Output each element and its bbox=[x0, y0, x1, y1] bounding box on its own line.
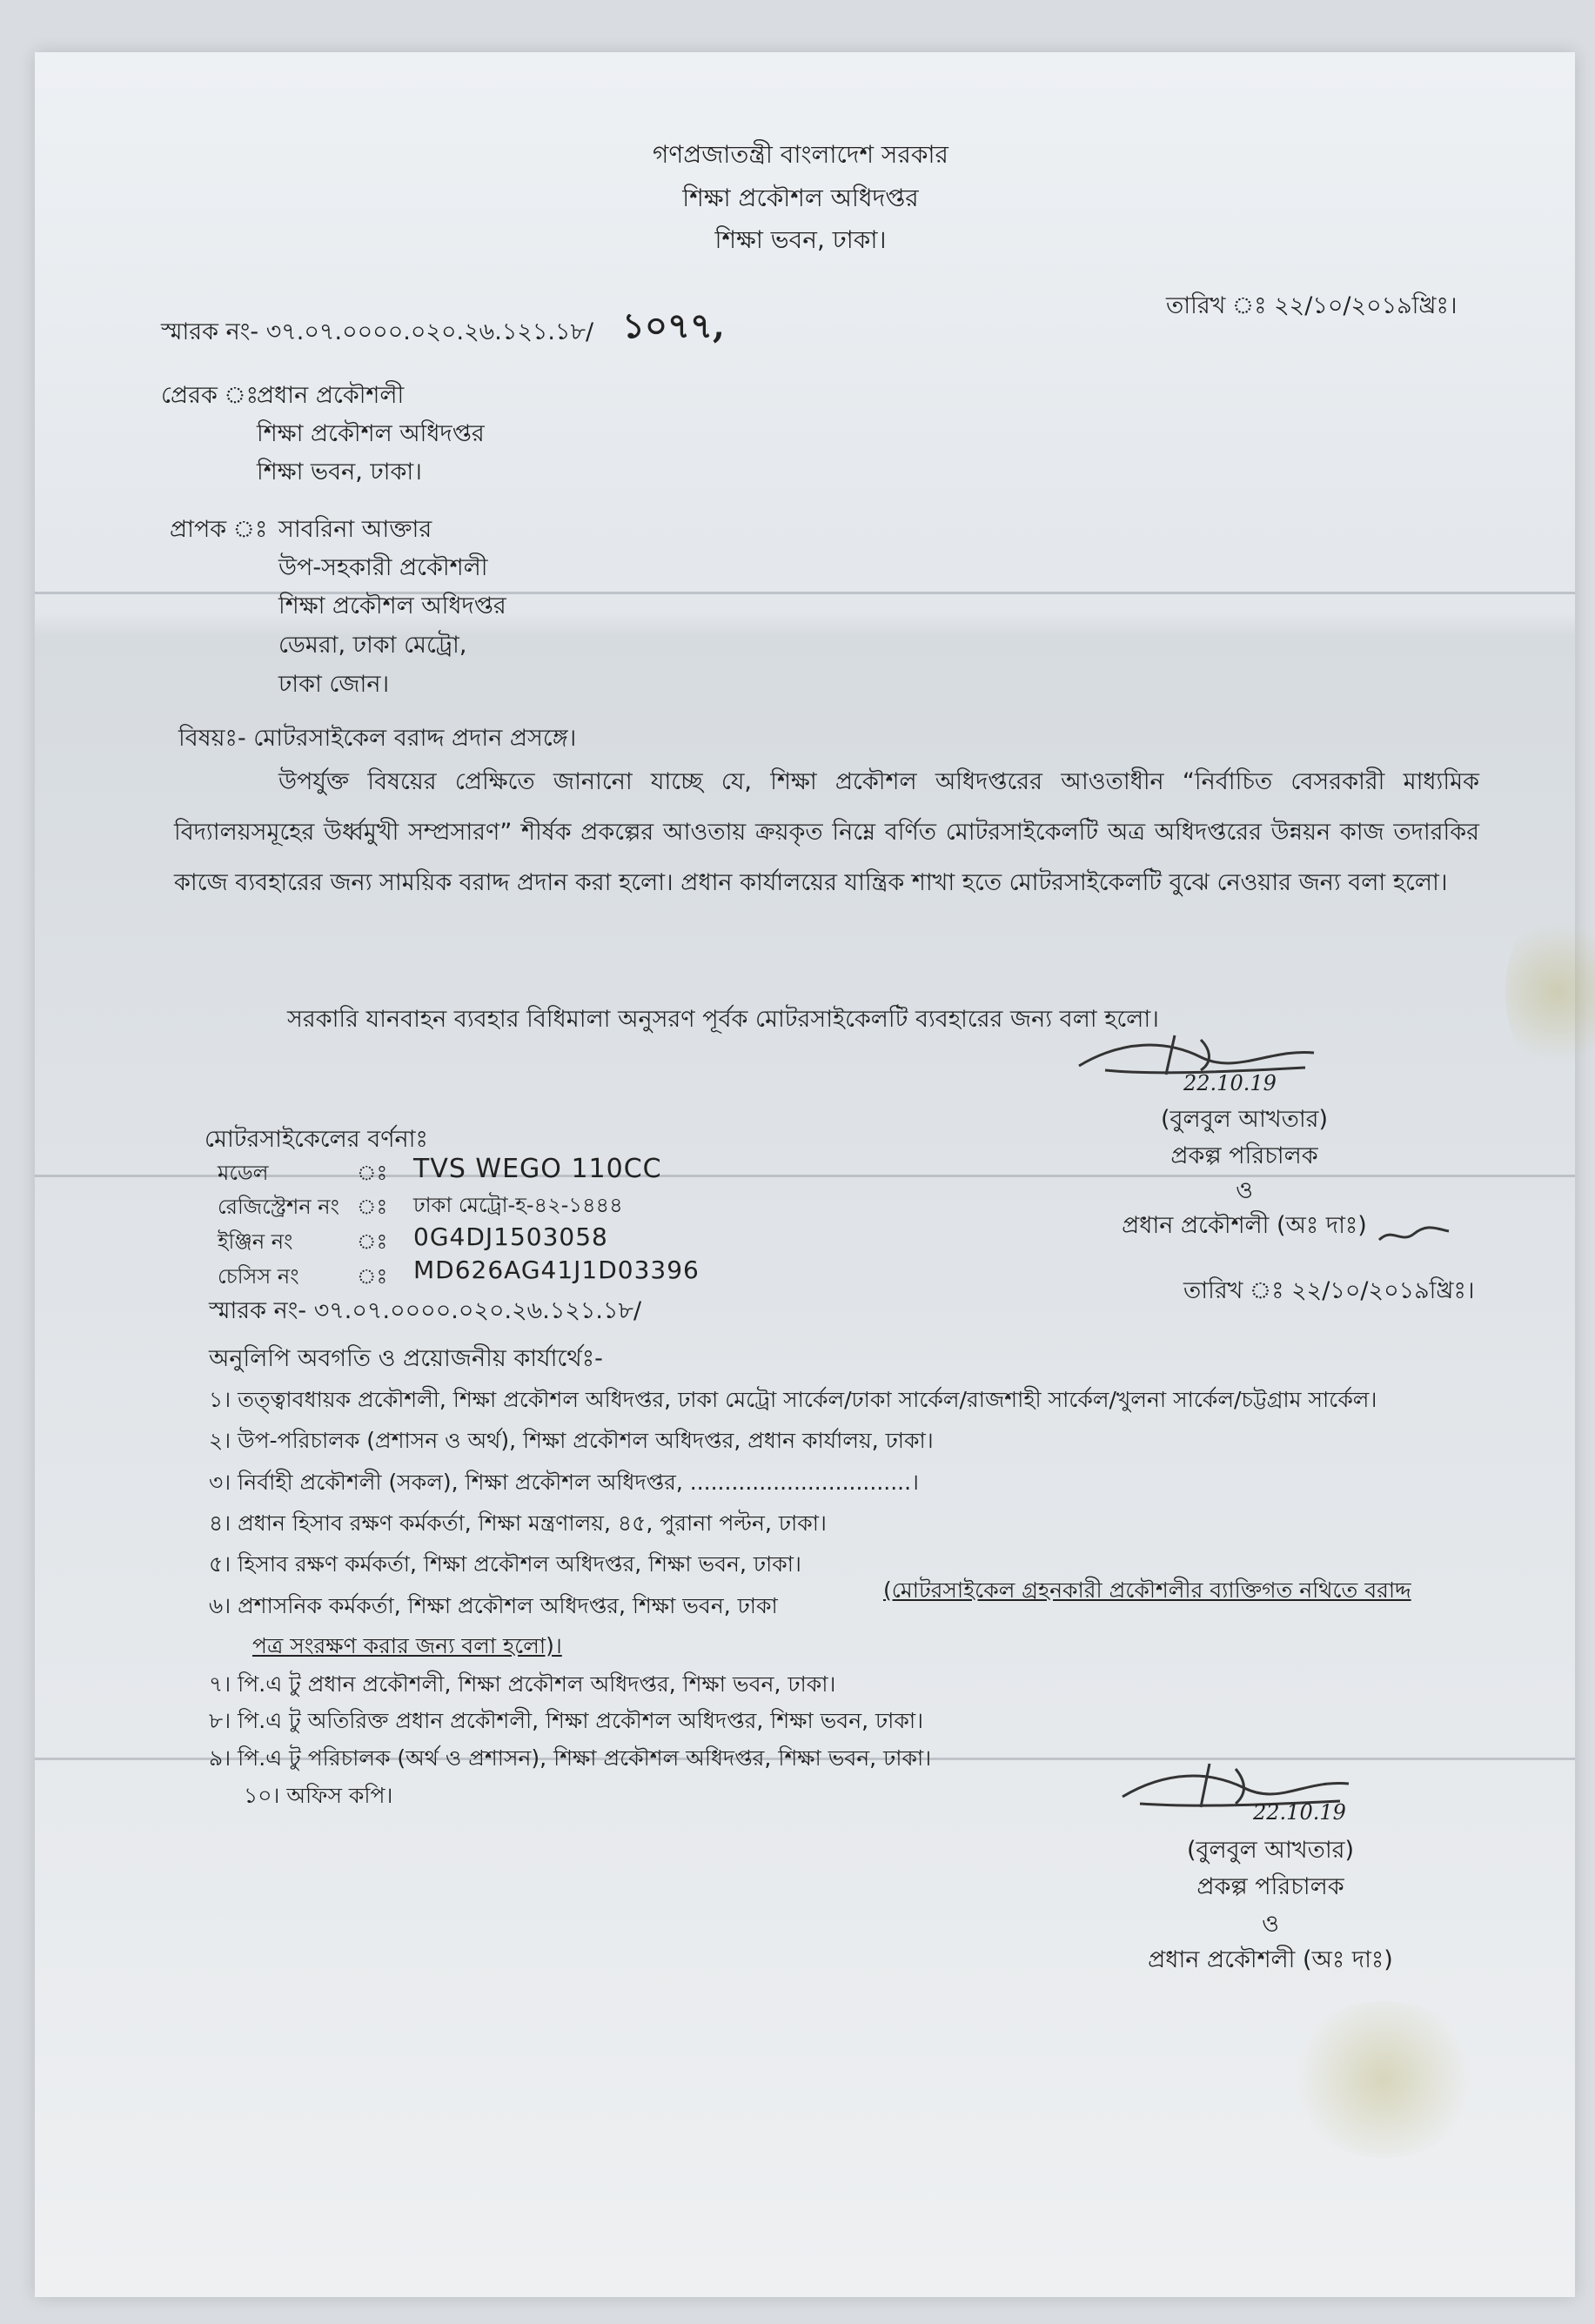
sender-label: প্রেরক ঃ bbox=[161, 382, 259, 409]
registration-value: ঢাকা মেট্রো-হ-৪২-১৪৪৪ bbox=[413, 1193, 623, 1217]
paper-fold bbox=[35, 592, 1575, 594]
signatory-name: (বুলবুল আখতার) bbox=[1186, 1837, 1355, 1864]
recipient-line: ঢাকা জোন। bbox=[278, 671, 390, 698]
copy-item: ১। তত্ত্বাবধায়ক প্রকৌশলী, শিক্ষা প্রকৌশল অধিদপ্তর, ঢাকা মেট্রো সার্কেল/ঢাকা সার্কেল/রাজশাহী সার্কেল/খুলনা সার্কেল/চট্টগ্রাম সার্কেল। bbox=[209, 1387, 1377, 1412]
copy-item-note: পত্র সংরক্ষণ করার জন্য বলা হলো)। bbox=[252, 1633, 562, 1658]
subject: বিষয়ঃ- মোটরসাইকেল বরাদ্দ প্রদান প্রসঙ্গে। bbox=[178, 725, 577, 752]
signature-date: 22.10.19 bbox=[1253, 1800, 1346, 1825]
copies-heading: অনুলিপি অবগতি ও প্রয়োজনীয় কার্যার্থেঃ- bbox=[209, 1345, 603, 1372]
copy-item: ২। উপ-পরিচালক (প্রশাসন ও অর্থ), শিক্ষা প্রকৌশল অধিদপ্তর, প্রধান কার্যালয়, ঢাকা। bbox=[209, 1428, 934, 1453]
signatory-name: (বুলবুল আখতার) bbox=[1160, 1106, 1329, 1133]
motorcycle-heading: মোটরসাইকেলের বর্ণনাঃ bbox=[204, 1126, 428, 1153]
copy-item: ৪। প্রধান হিসাব রক্ষণ কর্মকর্তা, শিক্ষা মন্ত্রণালয়, ৪৫, পুরানা পল্টন, ঢাকা। bbox=[209, 1510, 827, 1536]
signatory-and: ও bbox=[1236, 1177, 1253, 1204]
row-separator: ঃ bbox=[357, 1195, 388, 1219]
signatory-and: ও bbox=[1262, 1911, 1279, 1938]
engine-label: ইঞ্জিন নং bbox=[218, 1229, 293, 1254]
memo2-number: স্মারক নং- ৩৭.০৭.০০০০.০২০.২৬.১২১.১৮/ bbox=[209, 1297, 642, 1324]
signatory-title2: প্রধান প্রকৌশলী (অঃ দাঃ) bbox=[1122, 1212, 1367, 1239]
copy-item: ৩। নির্বাহী প্রকৌশলী (সকল), শিক্ষা প্রকৌশল অধিদপ্তর, ................................। bbox=[209, 1470, 920, 1495]
stain bbox=[1288, 2001, 1479, 2158]
body-paragraph: উপর্যুক্ত বিষয়ের প্রেক্ষিতে জানানো যাচ্ছে যে, শিক্ষা প্রকৌশল অধিদপ্তরের আওতাধীন “নির্বাচিত বেসরকারী মাধ্যমিক বিদ্যালয়সমূহের উর্ধ্বমুখী সম্প্রসারণ” শীর্ষক প্রকল্পের আওতায় ক্রয়কৃত নিম্নে বর্ণিত মোটরসাইকেলটি অত্র অধিদপ্তরের উন্নয়ন কাজ তদারকির কাজে ব্যবহারের জন্য সাময়িক বরাদ্দ প্রদান করা হলো। প্রধান কার্যালয়ের যান্ত্রিক শাখা হতে মোটরসাইকেলটি বুঝে নেওয়ার জন্য বলা হলো। bbox=[174, 768, 1479, 896]
row-separator: ঃ bbox=[357, 1161, 388, 1185]
sender-line: শিক্ষা প্রকৌশল অধিদপ্তর bbox=[257, 420, 485, 447]
recipient-label: প্রাপক ঃ bbox=[170, 516, 268, 543]
gov-title: গণপ্রজাতন্ত্রী বাংলাদেশ সরকার bbox=[653, 140, 948, 169]
recipient-line: ডেমরা, ঢাকা মেট্রো, bbox=[278, 632, 467, 659]
signatory-title: প্রকল্প পরিচালক bbox=[1170, 1142, 1318, 1169]
recipient-line: শিক্ষা প্রকৌশল অধিদপ্তর bbox=[278, 593, 506, 620]
copy-item: ৮। পি.এ টু অতিরিক্ত প্রধান প্রকৌশলী, শিক্ষা প্রকৌশল অধিদপ্তর, শিক্ষা ভবন, ঢাকা। bbox=[209, 1708, 924, 1733]
model-label: মডেল bbox=[218, 1161, 269, 1185]
signatory-title: প্রকল্প পরিচালক bbox=[1196, 1873, 1344, 1900]
copy-item: ১০। অফিস কপি। bbox=[244, 1783, 393, 1808]
memo-date: তারিখ ঃ ২২/১০/২০১৯খ্রিঃ। bbox=[1166, 292, 1458, 319]
copy-item: ৬। প্রশাসনিক কর্মকর্তা, শিক্ষা প্রকৌশল অধিদপ্তর, শিক্ষা ভবন, ঢাকা bbox=[209, 1593, 778, 1618]
copy-item: ৭। পি.এ টু প্রধান প্রকৌশলী, শিক্ষা প্রকৌশল অধিদপ্তর, শিক্ষা ভবন, ঢাকা। bbox=[209, 1671, 836, 1697]
department-address: শিক্ষা ভবন, ঢাকা। bbox=[714, 225, 887, 254]
memo2-date: তারিখ ঃ ২২/১০/২০১৯খ্রিঃ। bbox=[1183, 1277, 1475, 1304]
body-paragraph: সরকারি যানবাহন ব্যবহার বিধিমালা অনুসরণ পূর্বক মোটরসাইকেলটি ব্যবহারের জন্য বলা হলো। bbox=[287, 1006, 1159, 1033]
sender-line: প্রধান প্রকৌশলী bbox=[257, 382, 405, 409]
signatory-title2: প্রধান প্রকৌশলী (অঃ দাঃ) bbox=[1148, 1946, 1393, 1973]
recipient-line: সাবরিনা আক্তার bbox=[278, 516, 432, 543]
model-value: TVS WEGO 110CC bbox=[413, 1154, 662, 1184]
sender-line: শিক্ষা ভবন, ঢাকা। bbox=[257, 459, 422, 486]
registration-label: রেজিস্ট্রেশন নং bbox=[218, 1195, 339, 1219]
engine-value: 0G4DJ1503058 bbox=[413, 1222, 608, 1251]
recipient-line: উপ-সহকারী প্রকৌশলী bbox=[278, 554, 488, 581]
memo-number: স্মারক নং- ৩৭.০৭.০০০০.০২০.২৬.১২১.১৮/ bbox=[161, 318, 594, 345]
initial-mark bbox=[1375, 1218, 1453, 1253]
stain bbox=[1505, 905, 1595, 1079]
copy-item: ৫। হিসাব রক্ষণ কর্মকর্তা, শিক্ষা প্রকৌশল অধিদপ্তর, শিক্ষা ভবন, ঢাকা। bbox=[209, 1551, 801, 1577]
chassis-label: চেসিস নং bbox=[218, 1264, 299, 1289]
chassis-value: MD626AG41J1D03396 bbox=[413, 1256, 700, 1284]
row-separator: ঃ bbox=[357, 1229, 388, 1254]
signature-date: 22.10.19 bbox=[1183, 1071, 1277, 1095]
copy-item: ৯। পি.এ টু পরিচালক (অর্থ ও প্রশাসন), শিক্ষা প্রকৌশল অধিদপ্তর, শিক্ষা ভবন, ঢাকা। bbox=[209, 1745, 932, 1771]
row-separator: ঃ bbox=[357, 1264, 388, 1289]
department-name: শিক্ষা প্রকৌশল অধিদপ্তর bbox=[682, 184, 919, 212]
copy-item-note: (মোটরসাইকেল গ্রহনকারী প্রকৌশলীর ব্যাক্তিগত নথিতে বরাদ্দ bbox=[883, 1577, 1411, 1603]
memo-number-handwritten: ১০৭৭, bbox=[622, 305, 725, 346]
